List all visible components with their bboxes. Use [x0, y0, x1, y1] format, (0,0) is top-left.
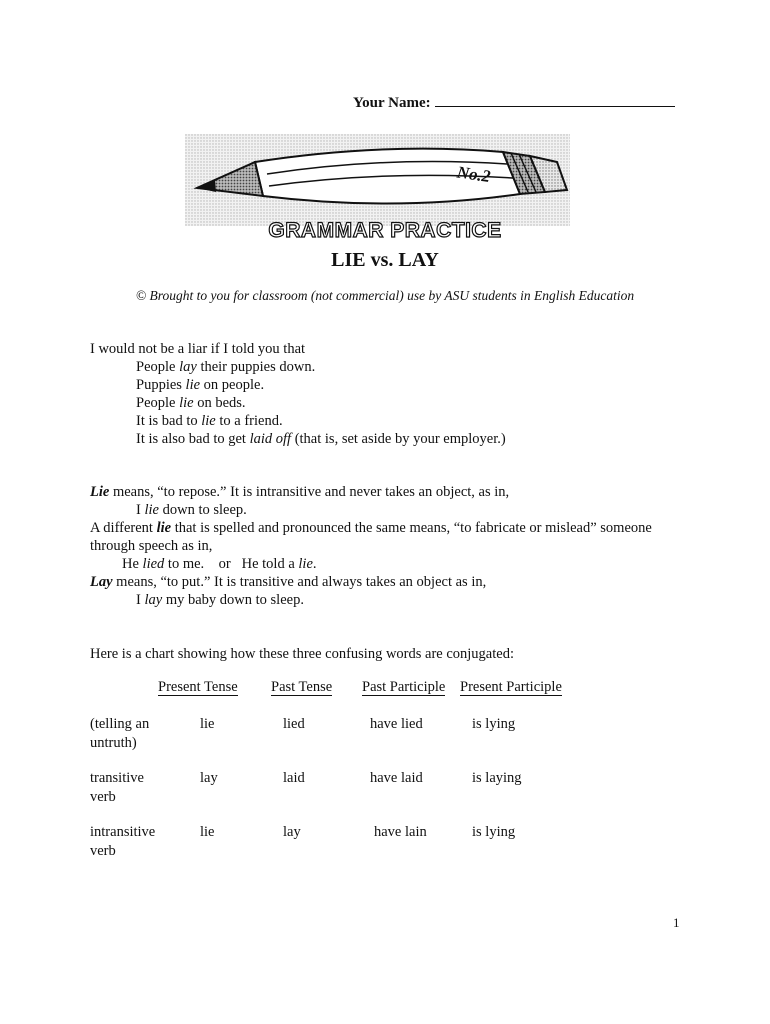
header-past-participle: Past Participle: [362, 679, 446, 695]
table-cell: lie: [200, 824, 215, 840]
table-cell: have lied: [370, 716, 423, 732]
header-present-participle: Present Participle: [460, 679, 562, 695]
intro-lead: I would not be a liar if I told you that: [90, 341, 306, 357]
intro-example: It is also bad to get laid off (that is, set aside by your employer.): [136, 431, 506, 447]
lay-definition: Lay means, “to put.” It is transitive and always takes an object as in,: [90, 574, 487, 590]
table-cell: have lain: [374, 824, 427, 840]
page-title: GRAMMAR PRACTICE: [268, 219, 502, 242]
table-cell: lied: [283, 716, 305, 732]
page-number: 1: [673, 915, 680, 930]
lie-example: I lie down to sleep.: [136, 502, 247, 518]
row-label: (telling an untruth): [90, 716, 150, 751]
row-label: intransitive verb: [90, 824, 156, 859]
lie-definition: Lie means, “to repose.” It is intransitive and never takes an object, as in,: [90, 484, 510, 500]
table-cell: have laid: [370, 770, 423, 786]
intro-example: People lie on beds.: [136, 395, 246, 411]
header-present-tense: Present Tense: [158, 679, 238, 695]
pencil-label: No.2: [455, 162, 492, 187]
name-field: [353, 92, 675, 112]
table-cell: is laying: [472, 770, 522, 786]
intro-example: Puppies lie on people.: [136, 377, 265, 393]
table-cell: lay: [200, 770, 218, 786]
different-lie-continued: through speech as in,: [90, 538, 213, 554]
row-label: transitive verb: [90, 770, 144, 805]
page-subtitle: LIE vs. LAY: [331, 249, 439, 271]
chart-intro: Here is a chart showing how these three confusing words are conjugated:: [90, 646, 514, 662]
intro-example: It is bad to lie to a friend.: [136, 413, 283, 429]
lied-example: He lied to me. or He told a lie.: [122, 556, 317, 572]
intro-example: People lay their puppies down.: [136, 359, 316, 375]
header-past-tense: Past Tense: [271, 679, 333, 695]
name-label: Your Name:: [353, 95, 431, 111]
table-cell: lie: [200, 716, 215, 732]
table-cell: is lying: [472, 824, 516, 840]
different-lie-definition: A different lie that is spelled and pronounced the same means, “to fabricate or mislead” someone: [90, 520, 652, 536]
table-cell: laid: [283, 770, 305, 786]
table-cell: lay: [283, 824, 301, 840]
credit-line: © Brought to you for classroom (not commercial) use by ASU students in English Education: [135, 288, 635, 303]
name-blank-line: [435, 92, 675, 107]
table-cell: is lying: [472, 716, 516, 732]
lay-example: I lay my baby down to sleep.: [136, 592, 304, 608]
